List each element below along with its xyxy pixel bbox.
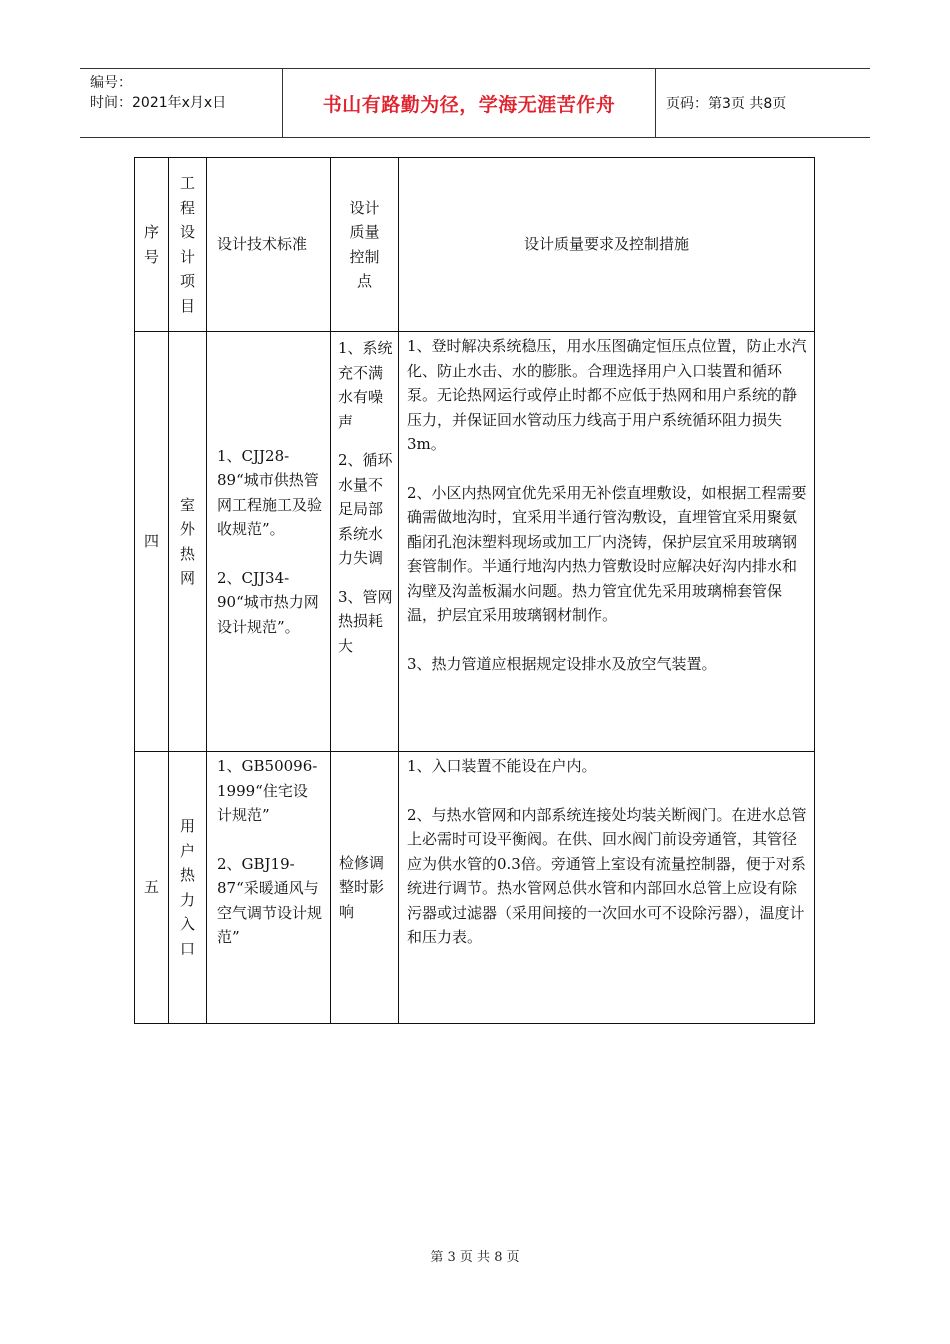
control-point-item: 3、管网热损耗大 xyxy=(338,587,393,655)
row-control-points xyxy=(331,332,399,752)
row-item-text: 室外热网 xyxy=(179,495,195,587)
requirement-item: 1、登时解决系统稳压，用水压图确定恒压点位置，防止水汽化、防止水击、水的膨胀。合理选择用户入口装置和循环泵。无论热网运行或停止时都不应低于热网和用户系统的静压力，并保证回水管动压力线高于用户系统循环阻力损失3m。 xyxy=(407,337,807,453)
header-item-text: 工程设计 项目 xyxy=(179,174,195,315)
row-item xyxy=(169,752,207,1024)
row-standards xyxy=(207,332,331,752)
header-no-text: 序号 xyxy=(143,223,159,266)
row-item xyxy=(169,332,207,752)
header-meta xyxy=(80,69,282,137)
row-no-text: 四 xyxy=(143,532,159,551)
header-motto-cell xyxy=(282,69,656,137)
row-no xyxy=(135,332,169,752)
table-header-row xyxy=(135,158,815,332)
doc-number-label: 编号： xyxy=(90,75,132,91)
page-header xyxy=(80,68,870,138)
table-row xyxy=(135,752,815,1024)
row-item-text: 用户热力入口 xyxy=(179,817,195,958)
control-point-item: 1、系统充不满水有噪声 xyxy=(338,339,393,431)
standard-item: 2、CJJ34-90“城市热力网设计规范”。 xyxy=(217,568,319,636)
doc-time-label: 时间：2021年x月x日 xyxy=(90,95,227,111)
header-page-label: 页码：第3页 共8页 xyxy=(666,96,787,112)
header-requirements xyxy=(399,158,815,332)
header-page-cell xyxy=(654,69,870,137)
header-control-point xyxy=(331,158,399,332)
requirement-item: 3、热力管道应根据规定设排水及放空气装置。 xyxy=(407,654,717,673)
header-item xyxy=(169,158,207,332)
table-row xyxy=(135,332,815,752)
header-control-point-text: 设计质量控制点 xyxy=(349,198,380,290)
header-no xyxy=(135,158,169,332)
standard-item: 1、GB50096-1999“住宅设计规范” xyxy=(217,757,318,824)
row-control-point xyxy=(331,752,399,1024)
control-point-text: 检修调整时影响 xyxy=(339,853,385,921)
header-standard xyxy=(207,158,331,332)
row-requirements xyxy=(399,752,815,1024)
requirement-item: 2、小区内热网宜优先采用无补偿直埋敷设，如根据工程需要确需做地沟时，宜采用半通行管沟敷设，直埋管宜采用聚氨酯闭孔泡沫塑料现场或加工厂内浇铸，保护层宜采用玻璃钢套管制作。半通行地沟内热力管敷设时应解决好沟内排水和沟壁及沟盖板漏水问题。热力管宜优先采用玻璃棉套管保温，护层宜采用玻璃钢材制作。 xyxy=(407,483,807,624)
page-footer: 第 3 页 共 8 页 xyxy=(430,1250,520,1265)
row-requirements xyxy=(399,332,815,752)
requirement-item: 1、入口装置不能设在户内。 xyxy=(407,757,597,775)
row-standards xyxy=(207,752,331,1024)
header-requirements-text: 设计质量要求及控制措施 xyxy=(523,235,689,254)
row-no-text: 五 xyxy=(143,878,159,897)
design-quality-table xyxy=(134,157,815,1024)
header-motto: 书山有路勤为径，学海无涯苦作舟 xyxy=(322,93,616,116)
control-point-item: 2、循环水量不足局部系统水力失调 xyxy=(338,451,393,567)
row-no xyxy=(135,752,169,1024)
header-standard-text: 设计技术标准 xyxy=(217,235,308,254)
standard-item: 2、GBJ19-87“采暖通风与空气调节设计规范” xyxy=(217,854,323,946)
requirement-item: 2、与热水管网和内部系统连接处均装关断阀门。在进水总管上必需时可设平衡阀。在供、回水阀门前设旁通管，其管径应为供水管的0.3倍。旁通管上室设有流量控制器，便于对系统进行调节。热水管网总供水管和内部回水总管上应设有除污器或过滤器（采用间接的一次回水可不设除污器），温度计和压力表。 xyxy=(407,805,807,946)
standard-item: 1、CJJ28-89“城市供热管网工程施工及验收规范”。 xyxy=(217,446,323,539)
